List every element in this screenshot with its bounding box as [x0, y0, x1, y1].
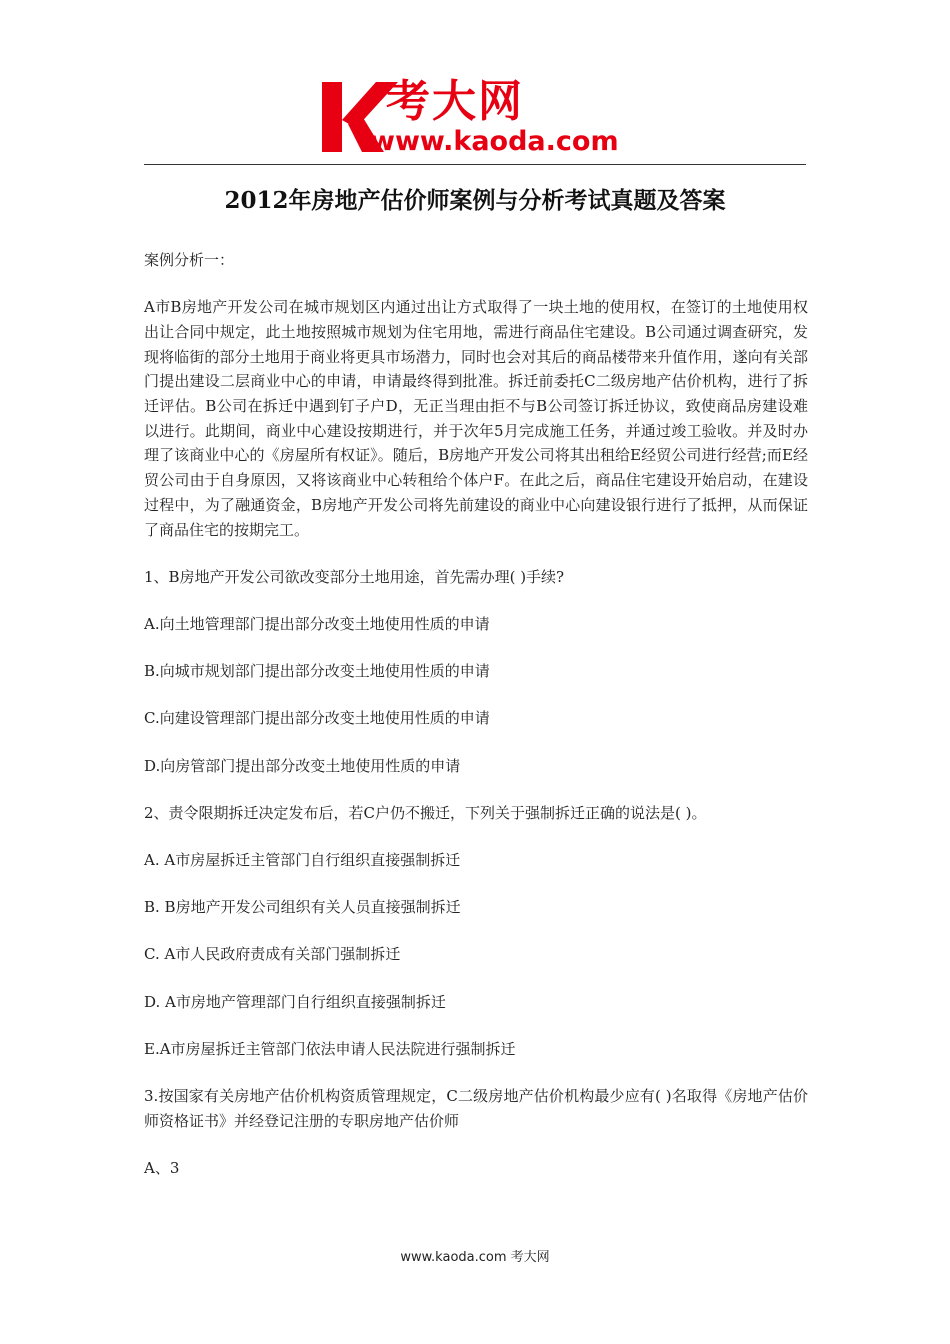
kaoda-logo: [318, 78, 638, 160]
q2-option-e: E.A市房屋拆迁主管部门依法申请人民法院进行强制拆迁: [144, 1039, 516, 1058]
case-paragraph: A市B房地产开发公司在城市规划区内通过出让方式取得了一块土地的使用权，在签订的土地使用权出让合同中规定，此土地按照城市规划为住宅用地，需进行商品住宅建设。B公司通过调查研究，发现将临街的部分土地用于商业将更具市场潜力，同时也会对其后的商品楼带来升值作用，遂向有关部门提出建设二层商业中心的申请，申请最终得到批准。拆迁前委托C二级房地产估价机构，进行了拆迁评估。B公司在拆迁中遇到钉子户D，无正当理由拒不与B公司签订拆迁协议，致使商品房建设难以进行。此期间，商业中心建设按期进行，并于次年5月完成施工任务，并通过竣工验收。并及时办理了该商业中心的《房屋所有权证》。随后，B房地产开发公司将其出租给E经贸公司进行经营;而E经贸公司由于自身原因，又将该商业中心转租给个体户F。在此之后，商品住宅建设开始启动，在建设过程中，为了融通资金，B房地产开发公司将先前建设的商业中心向建设银行进行了抵押，从而保证了商品住宅的按期完工。: [144, 298, 808, 539]
page-title: 2012年房地产估价师案例与分析考试真题及答案: [224, 187, 726, 214]
header-divider: [144, 164, 806, 165]
logo-chinese-text: 考大网: [386, 76, 524, 127]
q2-option-d: D. A市房地产管理部门自行组织直接强制拆迁: [144, 992, 446, 1011]
question-1: 1、B房地产开发公司欲改变部分土地用途，首先需办理( )手续?: [144, 567, 565, 586]
q1-option-a: A.向土地管理部门提出部分改变土地使用性质的申请: [144, 614, 490, 633]
question-3: 3.按国家有关房地产估价机构资质管理规定，C二级房地产估价机构最少应有( )名取得《房地产估价师资格证书》并经登记注册的专职房地产估价师: [144, 1086, 808, 1130]
q2-option-c: C. A市人民政府责成有关部门强制拆迁: [144, 945, 401, 964]
page-footer: www.kaoda.com 考大网: [400, 1250, 550, 1265]
q2-option-b: B. B房地产开发公司组织有关人员直接强制拆迁: [144, 898, 461, 917]
question-2: 2、责令限期拆迁决定发布后，若C户仍不搬迁，下列关于强制拆迁正确的说法是( )。: [144, 803, 707, 822]
logo-url-text: www.kaoda.com: [370, 126, 619, 157]
document-body: [144, 248, 808, 1203]
q2-option-a: A. A市房屋拆迁主管部门自行组织直接强制拆迁: [144, 850, 461, 869]
q3-option-a: A、3: [144, 1158, 180, 1177]
q1-option-d: D.向房管部门提出部分改变土地使用性质的申请: [144, 756, 461, 775]
q1-option-b: B.向城市规划部门提出部分改变土地使用性质的申请: [144, 662, 490, 681]
q1-option-c: C.向建设管理部门提出部分改变土地使用性质的申请: [144, 709, 490, 728]
section-heading: 案例分析一：: [144, 251, 235, 269]
